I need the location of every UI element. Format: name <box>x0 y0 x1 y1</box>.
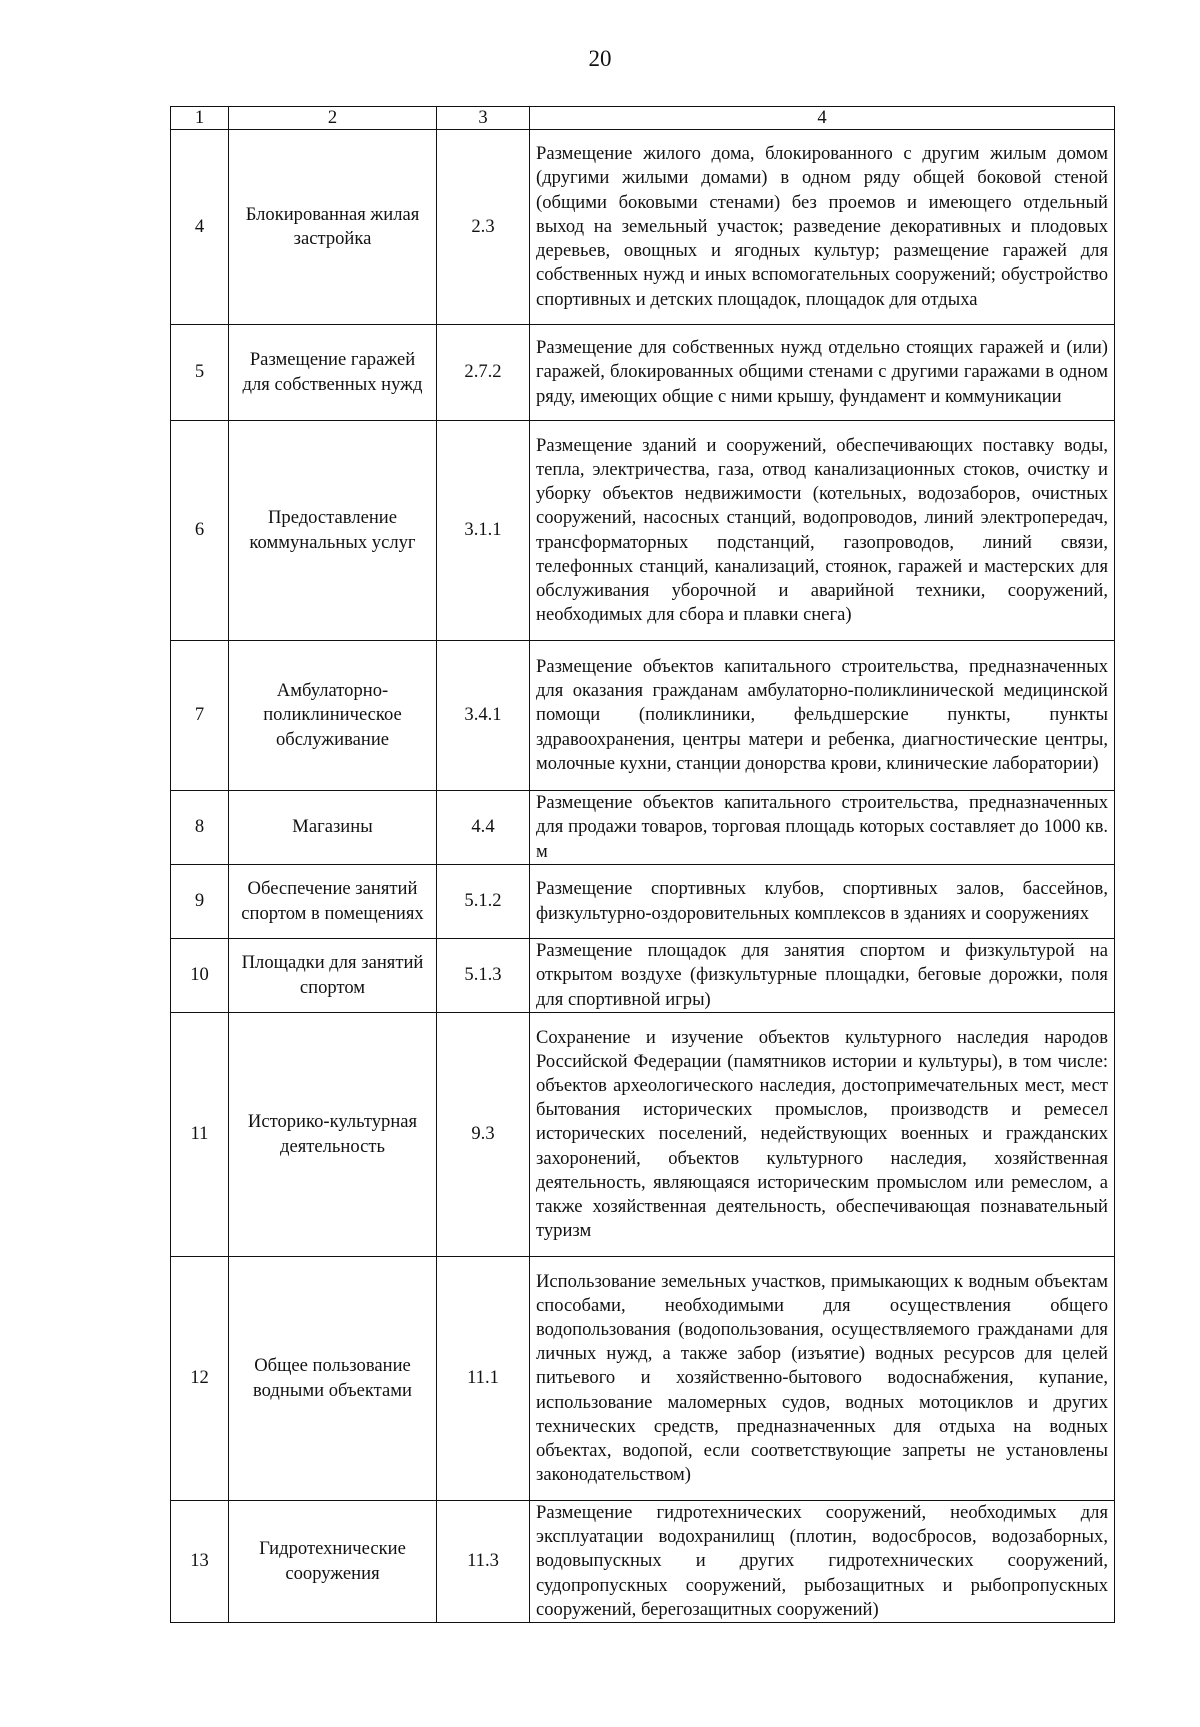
use-name: Блокированная жилая застройка <box>229 130 437 325</box>
row-number: 12 <box>171 1257 229 1501</box>
row-number: 8 <box>171 791 229 865</box>
table-row <box>171 325 1115 421</box>
table-row <box>171 791 1115 865</box>
use-code: 4.4 <box>437 791 530 865</box>
use-description: Размещение площадок для занятия спортом и физкультурой на открытом воздухе (физкультурные площадки, беговые дорожки, поля для спортивной игры) <box>530 939 1115 1013</box>
use-description: Использование земельных участков, примыкающих к водным объектам способами, необходимыми для осуществления общего водопользования (водопользования, осуществляемого гражданами для личных нужд, а также забор (изъятие) водных ресурсов для целей питьевого и хозяйственно-бытового водоснабжения, купание, использование маломерных судов, водных мотоциклов и других технических средств, предназначенных для отдыха на водных объектах, водопой, если соответствующие запреты не установлены законодательством) <box>530 1257 1115 1501</box>
use-name: Амбулаторно-поликлиническое обслуживание <box>229 641 437 791</box>
row-number: 13 <box>171 1501 229 1623</box>
table-row <box>171 421 1115 641</box>
use-description: Сохранение и изучение объектов культурного наследия народов Российской Федерации (памятников истории и культуры), в том числе: объектов археологического наследия, достопримечательных мест, мест бытования исторических промыслов, производств и ремесел исторических поселений, недействующих военных и гражданских захоронений, объектов культурного наследия, хозяйственная деятельность, являющаяся историческим промыслом или ремеслом, а также хозяйственная деятельность, обеспечивающая познавательный туризм <box>530 1013 1115 1257</box>
use-code: 9.3 <box>437 1013 530 1257</box>
row-number: 11 <box>171 1013 229 1257</box>
use-code: 5.1.3 <box>437 939 530 1013</box>
use-name: Площадки для занятий спортом <box>229 939 437 1013</box>
table-row <box>171 939 1115 1013</box>
use-code: 11.3 <box>437 1501 530 1623</box>
land-use-table <box>170 106 1115 1623</box>
use-name: Историко-культурная деятельность <box>229 1013 437 1257</box>
use-name: Обеспечение занятий спортом в помещениях <box>229 865 437 939</box>
table-header-row <box>171 107 1115 130</box>
use-name: Предоставление коммунальных услуг <box>229 421 437 641</box>
use-code: 5.1.2 <box>437 865 530 939</box>
table-row <box>171 1501 1115 1623</box>
use-code: 2.7.2 <box>437 325 530 421</box>
row-number: 9 <box>171 865 229 939</box>
use-description: Размещение объектов капитального строительства, предназначенных для оказания гражданам амбулаторно-поликлинической медицинской помощи (поликлиники, фельдшерские пункты, пункты здравоохранения, центры матери и ребенка, диагностические центры, молочные кухни, станции донорства крови, клинические лаборатории) <box>530 641 1115 791</box>
table-row <box>171 1013 1115 1257</box>
table-row <box>171 865 1115 939</box>
use-description: Размещение зданий и сооружений, обеспечивающих поставку воды, тепла, электричества, газа, отвод канализационных стоков, очистку и уборку объектов недвижимости (котельных, водозаборов, очистных сооружений, насосных станций, водопроводов, линий электропередач, трансформаторных подстанций, газопроводов, линий связи, телефонных станций, канализаций, стоянок, гаражей и мастерских для обслуживания уборочной и аварийной техники, сооружений, необходимых для сбора и плавки снега) <box>530 421 1115 641</box>
page-number: 20 <box>588 46 612 71</box>
table-row <box>171 130 1115 325</box>
header-cell: 4 <box>530 107 1115 130</box>
use-code: 3.4.1 <box>437 641 530 791</box>
table-row <box>171 1257 1115 1501</box>
use-description: Размещение объектов капитального строительства, предназначенных для продажи товаров, торговая площадь которых составляет до 1000 кв. м <box>530 791 1115 865</box>
use-code: 3.1.1 <box>437 421 530 641</box>
header-cell: 1 <box>171 107 229 130</box>
header-cell: 2 <box>229 107 437 130</box>
use-code: 11.1 <box>437 1257 530 1501</box>
use-description: Размещение спортивных клубов, спортивных залов, бассейнов, физкультурно-оздоровительных комплексов в зданиях и сооружениях <box>530 865 1115 939</box>
use-name: Размещение гаражей для собственных нужд <box>229 325 437 421</box>
use-description: Размещение жилого дома, блокированного с другим жилым домом (другими жилыми домами) в одном ряду общей боковой стеной (общими боковыми стенами) без проемов и имеющего отдельный выход на земельный участок; разведение декоративных и плодовых деревьев, овощных и ягодных культур; размещение гаражей для собственных нужд и иных вспомогательных сооружений; обустройство спортивных и детских площадок, площадок для отдыха <box>530 130 1115 325</box>
row-number: 4 <box>171 130 229 325</box>
use-name: Магазины <box>229 791 437 865</box>
row-number: 10 <box>171 939 229 1013</box>
use-code: 2.3 <box>437 130 530 325</box>
table-row <box>171 641 1115 791</box>
row-number: 6 <box>171 421 229 641</box>
row-number: 7 <box>171 641 229 791</box>
header-cell: 3 <box>437 107 530 130</box>
use-name: Гидротехнические сооружения <box>229 1501 437 1623</box>
use-name: Общее пользование водными объектами <box>229 1257 437 1501</box>
use-description: Размещение гидротехнических сооружений, необходимых для эксплуатации водохранилищ (плотин, водосбросов, водозаборных, водовыпускных и других гидротехнических сооружений, судопропускных сооружений, рыбозащитных и рыбопропускных сооружений, берегозащитных сооружений) <box>530 1501 1115 1623</box>
row-number: 5 <box>171 325 229 421</box>
use-description: Размещение для собственных нужд отдельно стоящих гаражей и (или) гаражей, блокированных общими стенами с другими гаражами в одном ряду, имеющих общие с ними крышу, фундамент и коммуникации <box>530 325 1115 421</box>
